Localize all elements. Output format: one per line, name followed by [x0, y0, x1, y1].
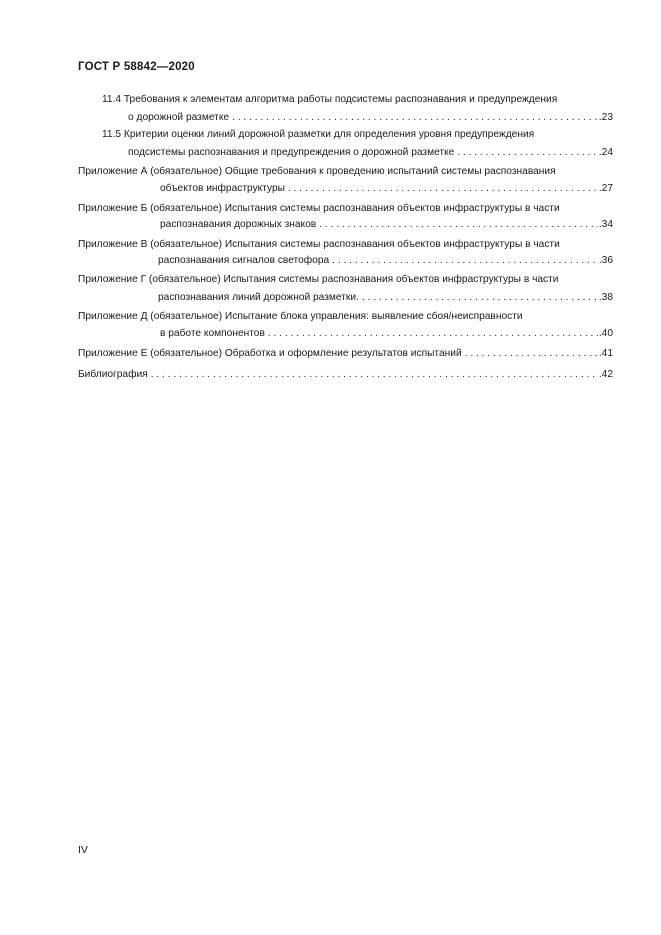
toc-entry-11-5-line2[interactable]	[128, 146, 613, 159]
toc-entry-appendix-a-line2[interactable]	[160, 182, 613, 195]
toc-entry-appendix-v-line1	[78, 238, 560, 251]
toc-entry-title: Приложение Е (обязательное) Обработка и оформление результатов испытаний	[78, 348, 462, 359]
leader-dots	[362, 291, 598, 304]
toc-entry-title: 11.4 Требования к элементам алгоритма работы подсистемы распознавания и предупреждения	[102, 94, 558, 105]
toc-entry-appendix-a-line1	[78, 165, 556, 178]
leader-dots	[332, 254, 598, 267]
leader-dots	[151, 368, 598, 381]
leader-dots	[232, 111, 598, 124]
toc-page-number: .41	[598, 348, 613, 359]
toc-entry-title-cont: распознавания сигналов светофора	[158, 255, 330, 266]
toc-entry-title-cont: распознавания линий дорожной разметки.	[158, 292, 359, 303]
leader-dots	[457, 146, 598, 159]
toc-entry-title: Приложение В (обязательное) Испытания системы распознавания объектов инфраструктуры в части	[78, 239, 560, 250]
toc-entry-title-cont: в работе компонентов	[160, 328, 265, 339]
toc-entry-appendix-b-line2[interactable]	[160, 218, 613, 231]
toc-page-number: .24	[598, 147, 613, 158]
toc-entry-appendix-b-line1	[78, 202, 560, 215]
leader-dots	[465, 347, 598, 360]
toc-entry-title-cont: объектов инфраструктуры	[160, 183, 285, 194]
page-number: IV	[78, 844, 88, 856]
toc-entry-title-cont: подсистемы распознавания и предупреждения о дорожной разметке	[128, 147, 455, 158]
toc-entry-title: Приложение А (обязательное) Общие требования к проведению испытаний системы распознавания	[78, 166, 556, 177]
toc-entry-title: Приложение Б (обязательное) Испытания системы распознавания объектов инфраструктуры в части	[78, 203, 560, 214]
toc-entry-title: Приложение Г (обязательное) Испытания системы распознавания объектов инфраструктуры в части	[78, 274, 559, 285]
toc-page-number: .42	[598, 369, 613, 380]
toc-entry-title-cont: распознавания дорожных знаков	[160, 219, 317, 230]
leader-dots	[319, 218, 598, 231]
toc-entry-11-4-line1	[102, 93, 557, 106]
toc-page-number: .40	[598, 328, 613, 339]
toc-page-number: .38	[598, 292, 613, 303]
toc-entry-appendix-d-line2[interactable]	[160, 327, 613, 340]
toc-entry-appendix-v-line2[interactable]	[158, 254, 613, 267]
toc-page-number: .27	[598, 183, 613, 194]
document-header: ГОСТ Р 58842—2020	[78, 61, 195, 73]
toc-entry-title: 11.5 Критерии оценки линий дорожной разметки для определения уровня предупреждения	[102, 129, 535, 140]
leader-dots	[288, 182, 598, 195]
toc-entry-title: Библиография	[78, 369, 148, 380]
toc-page-number: .34	[598, 219, 613, 230]
toc-page-number: .36	[598, 255, 613, 266]
toc-entry-appendix-g-line1	[78, 273, 559, 286]
toc-entry-title-cont: о дорожной разметке	[128, 112, 230, 123]
toc-page-number: .23	[598, 112, 613, 123]
toc-entry-11-5-line1	[102, 128, 534, 141]
toc-entry-appendix-e[interactable]	[78, 347, 613, 360]
toc-entry-11-4-line2[interactable]	[128, 111, 613, 124]
toc-entry-bibliography[interactable]	[78, 368, 613, 381]
toc-entry-appendix-g-line2[interactable]	[158, 291, 613, 304]
toc-entry-title: Приложение Д (обязательное) Испытание блока управления: выявление сбоя/неисправности	[78, 311, 523, 322]
leader-dots	[268, 327, 598, 340]
toc-entry-appendix-d-line1	[78, 310, 523, 323]
